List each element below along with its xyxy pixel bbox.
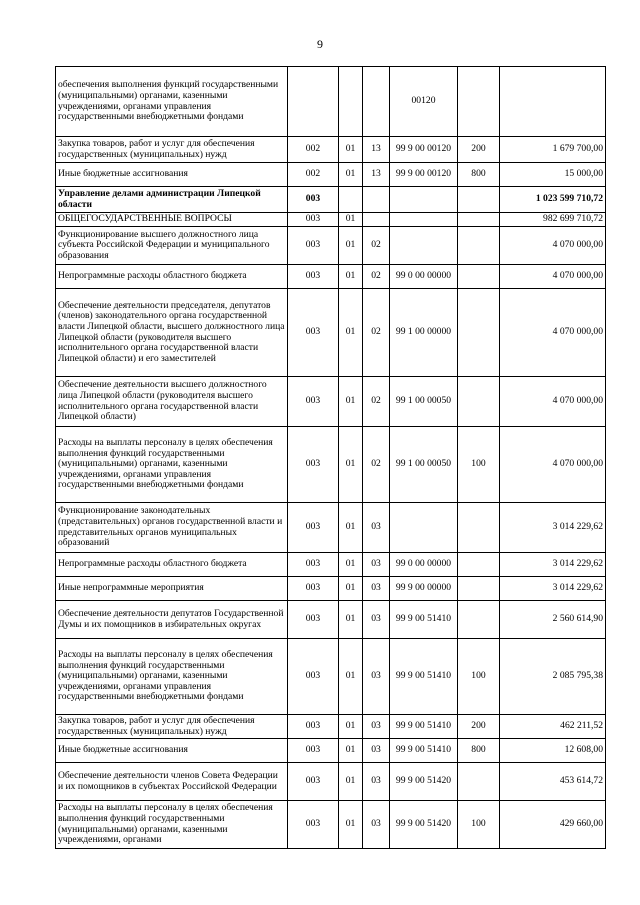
- row-target-article-code: 99 9 00 51420: [390, 801, 458, 849]
- budget-table: [55, 66, 606, 849]
- table-row: [56, 577, 606, 601]
- row-sum: 3 014 229,62: [500, 577, 606, 601]
- row-section-code: 01: [339, 553, 363, 577]
- row-section-code: [339, 67, 363, 137]
- table-row: [56, 639, 606, 715]
- row-target-article-code: 99 0 00 00000: [390, 553, 458, 577]
- table-row: [56, 377, 606, 427]
- row-sum: 4 070 000,00: [500, 265, 606, 289]
- row-section-code: 01: [339, 227, 363, 265]
- row-section-code: 01: [339, 377, 363, 427]
- row-ministry-code: 003: [288, 377, 339, 427]
- table-row: [56, 601, 606, 639]
- row-target-article-code: 99 9 00 51420: [390, 763, 458, 801]
- row-subsection-code: 02: [363, 265, 390, 289]
- row-expense-type-code: [458, 503, 500, 553]
- row-target-article-code: 00120: [390, 67, 458, 137]
- row-expense-type-code: 200: [458, 715, 500, 739]
- row-expense-type-code: [458, 187, 500, 213]
- table-row: [56, 227, 606, 265]
- row-sum: 2 560 614,90: [500, 601, 606, 639]
- row-subsection-code: [363, 213, 390, 227]
- row-name: Обеспечение деятельности депутатов Государственной Думы и их помощников в избирательных округах: [56, 601, 288, 639]
- row-name: Иные бюджетные ассигнования: [56, 739, 288, 763]
- row-target-article-code: [390, 503, 458, 553]
- row-target-article-code: 99 9 00 51410: [390, 601, 458, 639]
- table-row: [56, 137, 606, 163]
- row-section-code: 01: [339, 739, 363, 763]
- row-ministry-code: 003: [288, 639, 339, 715]
- table-row: [56, 715, 606, 739]
- row-sum: 4 070 000,00: [500, 377, 606, 427]
- row-subsection-code: 03: [363, 553, 390, 577]
- row-sum: 4 070 000,00: [500, 289, 606, 377]
- row-ministry-code: 003: [288, 715, 339, 739]
- row-subsection-code: 03: [363, 601, 390, 639]
- row-sum: 4 070 000,00: [500, 227, 606, 265]
- table-row: [56, 213, 606, 227]
- row-name: обеспечения выполнения функций государственными (муниципальными) органами, казенными учреждениями, органами управления государственными внебюджетными фондами: [56, 67, 288, 137]
- row-name: Закупка товаров, работ и услуг для обеспечения государственных (муниципальных) нужд: [56, 137, 288, 163]
- table-row: [56, 67, 606, 137]
- row-ministry-code: 003: [288, 289, 339, 377]
- row-subsection-code: 02: [363, 427, 390, 503]
- row-expense-type-code: [458, 67, 500, 137]
- row-ministry-code: 002: [288, 163, 339, 187]
- row-expense-type-code: 100: [458, 801, 500, 849]
- table-row: [56, 265, 606, 289]
- row-ministry-code: 003: [288, 553, 339, 577]
- row-sum: 3 014 229,62: [500, 503, 606, 553]
- row-sum: 982 699 710,72: [500, 213, 606, 227]
- row-name: Непрограммные расходы областного бюджета: [56, 265, 288, 289]
- row-ministry-code: 002: [288, 137, 339, 163]
- row-section-code: 01: [339, 601, 363, 639]
- row-sum: 1 023 599 710,72: [500, 187, 606, 213]
- row-ministry-code: 003: [288, 503, 339, 553]
- table-row: [56, 801, 606, 849]
- row-ministry-code: 003: [288, 763, 339, 801]
- row-ministry-code: 003: [288, 577, 339, 601]
- table-row: [56, 503, 606, 553]
- row-section-code: 01: [339, 801, 363, 849]
- row-sum: 2 085 795,38: [500, 639, 606, 715]
- row-name: Расходы на выплаты персоналу в целях обеспечения выполнения функций государственными (муниципальными) органами, казенными учреждениями, органами управления государственными внебюджетными фондами: [56, 639, 288, 715]
- row-section-code: 01: [339, 163, 363, 187]
- row-sum: 15 000,00: [500, 163, 606, 187]
- row-target-article-code: 99 9 00 00120: [390, 163, 458, 187]
- row-subsection-code: 03: [363, 577, 390, 601]
- row-subsection-code: 03: [363, 739, 390, 763]
- table-row: [56, 763, 606, 801]
- row-name: Обеспечение деятельности членов Совета Федерации и их помощников в субъектах Российской Федерации: [56, 763, 288, 801]
- row-subsection-code: 02: [363, 377, 390, 427]
- row-ministry-code: 003: [288, 427, 339, 503]
- row-subsection-code: 03: [363, 763, 390, 801]
- row-expense-type-code: [458, 289, 500, 377]
- row-expense-type-code: [458, 763, 500, 801]
- table-row: [56, 289, 606, 377]
- row-sum: 4 070 000,00: [500, 427, 606, 503]
- row-expense-type-code: [458, 553, 500, 577]
- row-expense-type-code: [458, 377, 500, 427]
- row-sum: 1 679 700,00: [500, 137, 606, 163]
- row-name: Обеспечение деятельности высшего должностного лица Липецкой области (руководителя высшего исполнительного органа государственной власти Липецкой области): [56, 377, 288, 427]
- row-name: Функционирование законодательных (представительных) органов государственной власти и представительных органов муниципальных образований: [56, 503, 288, 553]
- row-section-code: 01: [339, 763, 363, 801]
- table-row: [56, 163, 606, 187]
- row-target-article-code: 99 1 00 00050: [390, 427, 458, 503]
- row-subsection-code: [363, 187, 390, 213]
- row-section-code: 01: [339, 639, 363, 715]
- row-ministry-code: 003: [288, 187, 339, 213]
- row-expense-type-code: [458, 227, 500, 265]
- row-target-article-code: 99 9 00 00120: [390, 137, 458, 163]
- row-ministry-code: 003: [288, 601, 339, 639]
- row-sum: 3 014 229,62: [500, 553, 606, 577]
- row-expense-type-code: 800: [458, 163, 500, 187]
- row-expense-type-code: 200: [458, 137, 500, 163]
- row-expense-type-code: [458, 265, 500, 289]
- row-subsection-code: 03: [363, 639, 390, 715]
- row-target-article-code: 99 9 00 51410: [390, 639, 458, 715]
- page-number: 9: [317, 37, 323, 51]
- row-ministry-code: 003: [288, 213, 339, 227]
- row-subsection-code: [363, 67, 390, 137]
- row-section-code: 01: [339, 427, 363, 503]
- row-name: Функционирование высшего должностного лица субъекта Российской Федерации и муниципального образования: [56, 227, 288, 265]
- row-section-code: 01: [339, 503, 363, 553]
- table-row: [56, 427, 606, 503]
- row-name: Расходы на выплаты персоналу в целях обеспечения выполнения функций государственными (муниципальными) органами, казенными учреждениями, органами управления государственными внебюджетными фондами: [56, 427, 288, 503]
- row-name: Иные бюджетные ассигнования: [56, 163, 288, 187]
- table-row: [56, 553, 606, 577]
- table-body: [56, 67, 606, 849]
- table-row: [56, 739, 606, 763]
- row-expense-type-code: 800: [458, 739, 500, 763]
- row-expense-type-code: 100: [458, 639, 500, 715]
- row-section-code: 01: [339, 289, 363, 377]
- row-target-article-code: [390, 213, 458, 227]
- row-name: Расходы на выплаты персоналу в целях обеспечения выполнения функций государственными (муниципальными) органами, казенными учреждениями, органами: [56, 801, 288, 849]
- row-sum: [500, 67, 606, 137]
- row-name: Управление делами администрации Липецкой области: [56, 187, 288, 213]
- row-sum: 453 614,72: [500, 763, 606, 801]
- row-ministry-code: 003: [288, 739, 339, 763]
- row-section-code: 01: [339, 577, 363, 601]
- row-target-article-code: [390, 227, 458, 265]
- row-subsection-code: 02: [363, 227, 390, 265]
- row-target-article-code: 99 9 00 51410: [390, 739, 458, 763]
- row-subsection-code: 03: [363, 503, 390, 553]
- row-expense-type-code: [458, 213, 500, 227]
- row-ministry-code: 003: [288, 801, 339, 849]
- row-section-code: [339, 187, 363, 213]
- row-expense-type-code: [458, 601, 500, 639]
- row-subsection-code: 03: [363, 715, 390, 739]
- row-ministry-code: 003: [288, 227, 339, 265]
- row-target-article-code: 99 1 00 00000: [390, 289, 458, 377]
- row-target-article-code: 99 9 00 00000: [390, 577, 458, 601]
- row-section-code: 01: [339, 265, 363, 289]
- row-target-article-code: 99 0 00 00000: [390, 265, 458, 289]
- row-subsection-code: 02: [363, 289, 390, 377]
- row-subsection-code: 13: [363, 137, 390, 163]
- row-ministry-code: [288, 67, 339, 137]
- row-name: Непрограммные расходы областного бюджета: [56, 553, 288, 577]
- table-row: [56, 187, 606, 213]
- row-expense-type-code: [458, 577, 500, 601]
- row-sum: 12 608,00: [500, 739, 606, 763]
- row-sum: 462 211,52: [500, 715, 606, 739]
- row-section-code: 01: [339, 213, 363, 227]
- row-section-code: 01: [339, 715, 363, 739]
- row-subsection-code: 03: [363, 801, 390, 849]
- row-sum: 429 660,00: [500, 801, 606, 849]
- row-target-article-code: 99 9 00 51410: [390, 715, 458, 739]
- row-target-article-code: 99 1 00 00050: [390, 377, 458, 427]
- row-name: Иные непрограммные мероприятия: [56, 577, 288, 601]
- row-name: Закупка товаров, работ и услуг для обеспечения государственных (муниципальных) нужд: [56, 715, 288, 739]
- row-section-code: 01: [339, 137, 363, 163]
- row-expense-type-code: 100: [458, 427, 500, 503]
- row-target-article-code: [390, 187, 458, 213]
- row-name: Обеспечение деятельности председателя, депутатов (членов) законодательного органа государственной власти Липецкой области, высшего должностного лица Липецкой области (руководителя высшего исполнительного органа государственной власти Липецкой области) и его заместителей: [56, 289, 288, 377]
- row-name: ОБЩЕГОСУДАРСТВЕННЫЕ ВОПРОСЫ: [56, 213, 288, 227]
- row-subsection-code: 13: [363, 163, 390, 187]
- row-ministry-code: 003: [288, 265, 339, 289]
